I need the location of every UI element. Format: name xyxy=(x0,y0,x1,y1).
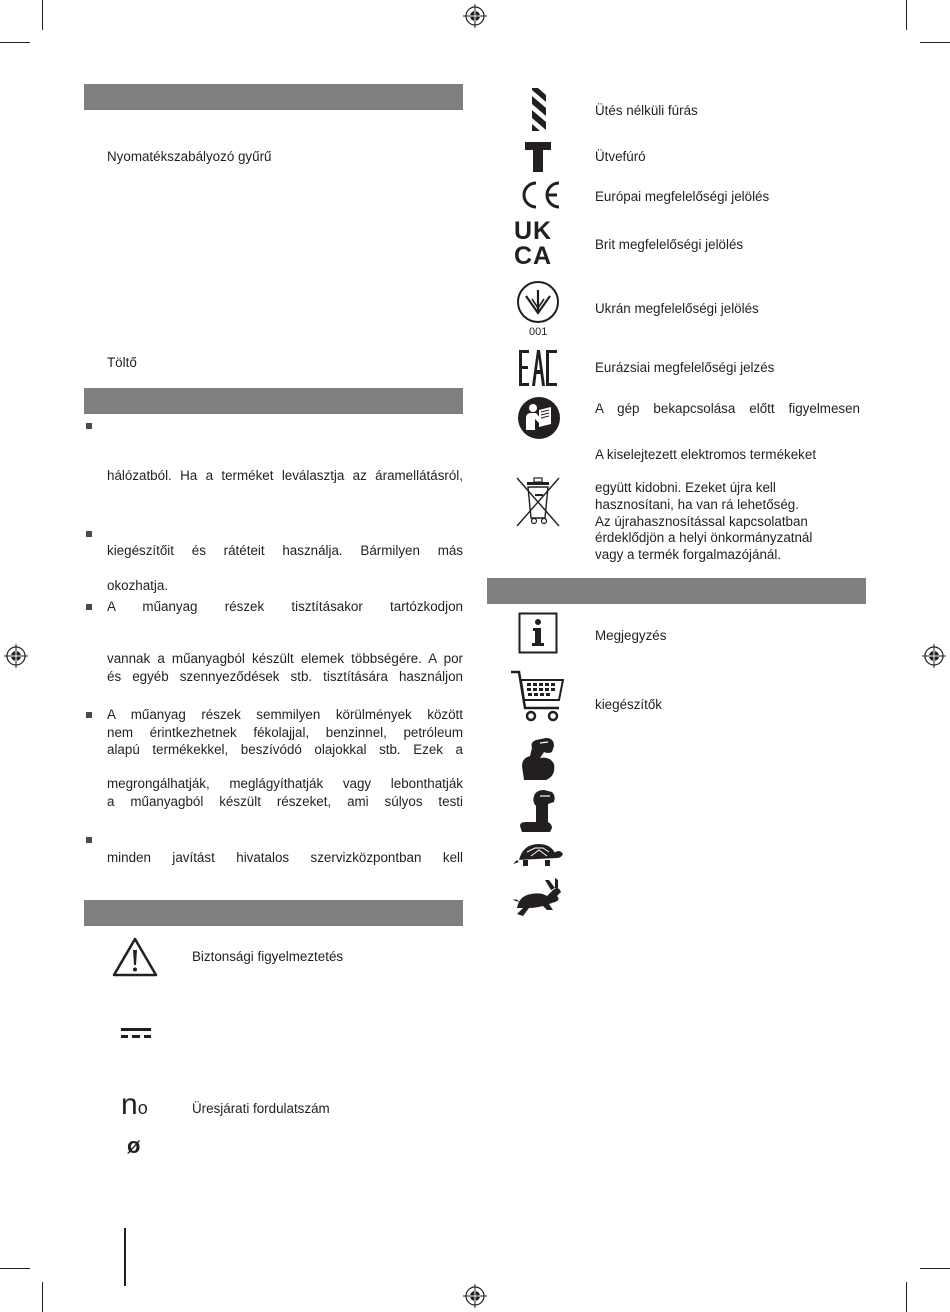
hammer-drill-icon xyxy=(525,142,551,172)
turtle-icon xyxy=(513,840,563,870)
weee-line: együtt kidobni. Ezeket újra kell xyxy=(595,480,776,495)
bullet xyxy=(86,531,92,537)
section-header-bar xyxy=(84,388,463,414)
accessories-label: kiegészítők xyxy=(595,697,662,712)
ukrainian-number: 001 xyxy=(529,326,548,338)
safety-line: A műanyag részek tisztításakor tartózkodjon xyxy=(107,599,463,614)
ukrainian-conformity-icon xyxy=(516,280,560,324)
safety-line: okozhatja. xyxy=(107,578,169,593)
shopping-cart-icon xyxy=(509,668,567,724)
info-icon xyxy=(518,612,558,654)
drill-label: Ütés nélküli fúrás xyxy=(595,103,698,118)
warning-label: Biztonsági figyelmeztetés xyxy=(192,949,344,964)
no-load-speed-n: n xyxy=(121,1088,138,1121)
crop-mark xyxy=(42,0,43,30)
safety-line: a műanyagból készült részeket, ami súlyos testi xyxy=(107,794,463,809)
read-manual-icon xyxy=(517,396,561,440)
weee-line: érdeklődjön a helyi önkormányzatnál xyxy=(595,530,813,545)
drill-bit-icon xyxy=(528,88,550,132)
eac-label: Eurázsiai megfelelőségi jelzés xyxy=(595,360,775,375)
safety-line: kiegészítőit és rátéteit használja. Bármilyen más xyxy=(107,543,463,558)
warning-triangle-icon xyxy=(111,936,159,978)
weee-line: hasznosítani, ha van rá lehetőség. xyxy=(595,497,799,512)
rabbit-icon xyxy=(513,878,563,918)
part-label-torque-ring: Nyomatékszabályozó gyűrű xyxy=(107,149,272,164)
hammer-drill-label: Ütvefúró xyxy=(595,149,646,164)
bullet xyxy=(86,712,92,718)
weee-line: vagy a termék forgalmazójánál. xyxy=(595,547,782,562)
section-header-bar xyxy=(487,578,866,604)
ce-label: Európai megfelelőségi jelölés xyxy=(595,189,770,204)
safety-line: és egyéb szennyeződések stb. tisztítására használjon xyxy=(107,669,463,684)
bullet xyxy=(86,837,92,843)
crop-mark xyxy=(906,1282,907,1312)
safety-line: vannak a műanyagból készült elemek többségére. A por xyxy=(107,651,463,666)
safety-line: minden javítást hivatalos szervizközpontban kell xyxy=(107,850,463,865)
part-label-charger: Töltő xyxy=(107,355,137,370)
registration-mark-icon xyxy=(922,644,946,668)
eac-mark-icon xyxy=(519,350,557,386)
note-label: Megjegyzés xyxy=(595,628,667,643)
crop-mark xyxy=(42,1282,43,1312)
registration-mark-icon xyxy=(463,4,487,28)
section-header-bar xyxy=(84,84,463,110)
no-load-speed-subscript: o xyxy=(137,1098,148,1118)
section-header-bar xyxy=(84,900,463,926)
bullet xyxy=(86,604,92,610)
safety-line: A műanyag részek semmilyen körülmények között xyxy=(107,707,463,722)
weee-bin-icon xyxy=(513,474,563,530)
crop-mark xyxy=(920,1268,950,1269)
registration-mark-icon xyxy=(463,1284,487,1308)
weee-line: A kiselejtezett elektromos termékeket xyxy=(595,447,817,462)
crop-mark xyxy=(920,42,950,43)
ce-mark-icon xyxy=(517,180,561,210)
ukca-label: Brit megfelelőségi jelölés xyxy=(595,237,744,252)
registration-mark-icon xyxy=(4,644,28,668)
weee-line: Az újrahasznosítással kapcsolatban xyxy=(595,514,808,529)
safety-line: alapú termékekkel, beszívódó olajokkal stb. Ezek a xyxy=(107,742,463,757)
diameter-symbol: ø xyxy=(127,1133,141,1158)
strong-arm-icon xyxy=(518,736,558,780)
binding-line xyxy=(124,1228,126,1286)
bullet xyxy=(86,423,92,429)
no-load-speed-symbol xyxy=(121,1090,148,1123)
no-load-speed-label: Üresjárati fordulatszám xyxy=(192,1101,330,1116)
safety-line: hálózatból. Ha a terméket leválasztja az áramellátásról, xyxy=(107,468,463,483)
safety-line: megrongálhatják, meglágyíthatják vagy lebonthatják xyxy=(107,776,463,791)
safety-line: nem érintkezhetnek fékolajjal, benzinnel, petróleum xyxy=(107,725,463,740)
ukca-mark-bottom: CA xyxy=(514,242,553,270)
manual-label: A gép bekapcsolása előtt figyelmesen xyxy=(595,401,860,416)
crop-mark xyxy=(906,0,907,30)
ukca-mark-top: UK xyxy=(514,217,553,245)
crop-mark xyxy=(0,42,30,43)
ukrainian-label: Ukrán megfelelőségi jelölés xyxy=(595,301,759,316)
crop-mark xyxy=(0,1268,30,1269)
strong-arm-icon xyxy=(518,788,558,832)
direct-current-icon xyxy=(121,1028,151,1040)
